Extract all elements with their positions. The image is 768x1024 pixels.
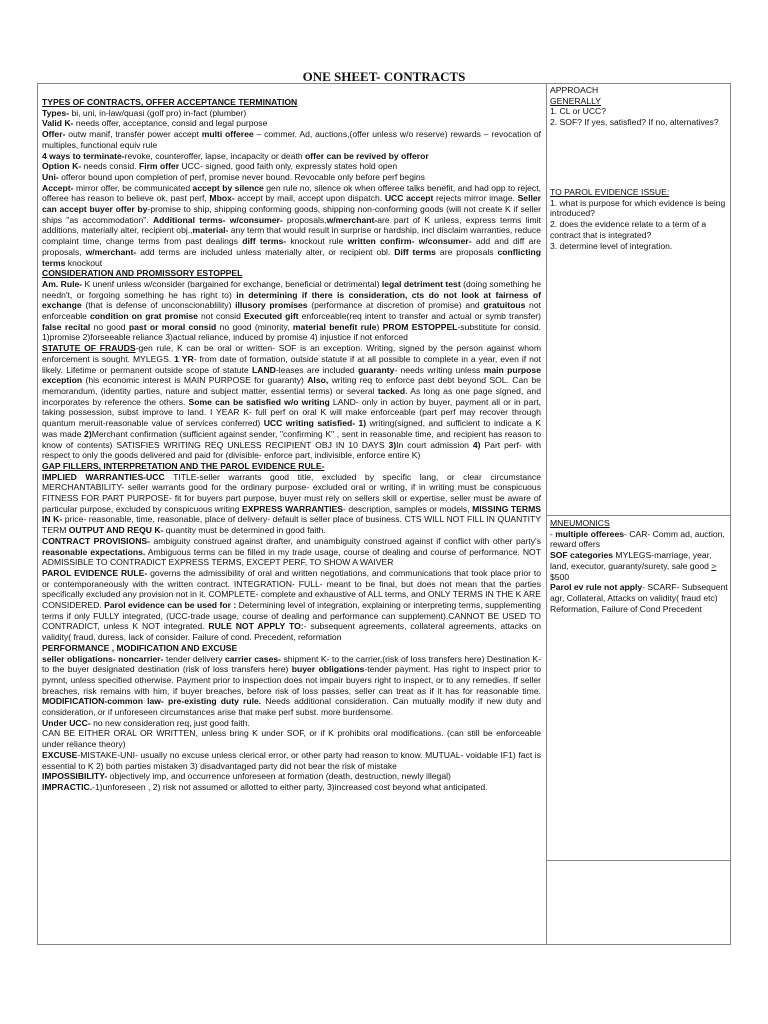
text-run: IMPLIED WARRANTIES-UCC <box>42 471 165 482</box>
paragraph <box>550 117 728 128</box>
text-run: gratuitous <box>483 300 526 311</box>
paragraph <box>42 108 541 119</box>
paragraph <box>42 279 541 343</box>
paragraph <box>42 771 541 782</box>
text-run: (performance at discretion of promise) and <box>307 300 484 311</box>
paragraph <box>550 106 728 117</box>
text-run: tender delivery <box>163 653 225 664</box>
text-run: 1. what is purpose for which evidence is being introduced? <box>550 197 726 219</box>
text-run: offeror bound upon completion of perf, promise never bound. Revocable only before perf begins <box>58 171 425 182</box>
text-run: any term that would result in surprise or hardship, incl disclaim warranties, reduce complaint time, change terms from past dealings <box>42 225 541 247</box>
text-run: legal detriment test <box>381 278 461 289</box>
paragraph <box>550 582 728 614</box>
text-run: GAP FILLERS, INTERPRETATION AND THE PAROL EVIDENCE RULE- <box>42 460 325 471</box>
text-run: EXPRESS WARRANTIES <box>242 503 343 514</box>
text-run: Mbox- <box>209 193 235 204</box>
text-run: Firm offer <box>138 161 180 172</box>
text-run: outw manif, transfer power accept <box>65 129 202 140</box>
paragraph <box>42 461 541 472</box>
text-run: seller obligations- noncarrier- <box>42 653 164 664</box>
text-run: no good (minority, <box>216 321 293 332</box>
text-run: bi, uni, in-law/quasi (golf pro) in-fact (plumber) <box>69 107 247 118</box>
side-row-divider <box>546 515 731 516</box>
text-run: MODIFICATION-common law- pre-existing duty rule. <box>42 696 262 707</box>
text-run: Ambiguous terms can be filled in my trade usage, course of dealing and course of performance. NOT ADMISSIBLE TO CONTRADICT EXPRESS TERMS, EXCEPT PERF, TO SHOW A WAIVER <box>42 546 541 568</box>
text-run: buyer obligations <box>291 664 365 675</box>
text-run: Additional terms- w/consumer- <box>152 214 283 225</box>
text-run: - subsequent agreements, collateral agreements, attacks on validity( fraud, duress, lack of consider. Failure of cond. Precedent, reformation <box>42 621 541 643</box>
text-run: accept by silence <box>192 182 264 193</box>
text-run: Am. Rule- <box>42 278 83 289</box>
paragraph <box>550 550 728 582</box>
text-run: Needs additional consideration. Can mutually modify if new duty and consideration, or if unforeseen circumstances arise that make perf subst. more burdensome. <box>42 696 541 718</box>
text-run: Valid K- <box>42 118 74 129</box>
text-run: quantity must be determined in good faith. <box>163 525 326 536</box>
text-run: not consid <box>197 311 244 322</box>
text-run: condition on grat promise <box>89 311 198 322</box>
text-run: SOF categories <box>550 550 614 561</box>
text-run: main purpose exception <box>42 364 541 386</box>
paragraph <box>42 151 541 162</box>
text-run: past or moral consid <box>128 321 217 332</box>
paragraph <box>550 529 728 550</box>
text-run: ambiguity construed against drafter, and unambiguity construed against if conflict with other party's <box>150 535 541 546</box>
text-run: -substitute for consid. 1)promise 2)forseeable reliance 3)actual reliance, induced by promise 4) injustice if not enforced <box>42 321 541 343</box>
text-run: mirror offer, be communicated <box>73 182 193 193</box>
text-run: OUTPUT AND REQU K- <box>68 525 164 536</box>
text-run: multi offeree <box>201 129 254 140</box>
text-run: -leases are included <box>275 364 359 375</box>
text-run: CONTRACT PROVISIONS- <box>42 535 151 546</box>
text-run: no good <box>90 321 129 332</box>
text-run: in determining if there is consideration, cts do not look at fairness of exchange <box>42 289 541 311</box>
text-run: K unenf unless w/consider (bargained for exchange, beneficial or detrimental) <box>82 278 382 289</box>
text-run: Determining level of integration, explaining or interpreting terms, supplementing terms if only FULLY integrated, (UCC-trade usage, course of dealing and performance can supplement).CANNOT BE USED TO CONTRADICT, unless K NOT integrated. <box>42 600 541 632</box>
text-run: TITLE-seller warrants good title, excluded by specific lang, or clear circumstance MERCHANTABILITY- seller warrants good for the ordinary purpose- excluded oral or writing, if in writing must be conspicuous FITNESS FOR PART PURPOSE- fit for buyers part purpose, buyer must rely on sellers skill or expertise, seller must be aware of particular purpose, excluded by conspicuous writing <box>42 471 541 514</box>
text-run: MISSING TERMS IN K- <box>42 503 542 525</box>
text-run: 2) <box>84 428 92 439</box>
text-run: – commer. Ad, auctions,(offer unless w/o reserve) rewards – revocation of multiples, functional equiv rule <box>42 129 541 150</box>
text-run: material- <box>192 225 229 236</box>
paragraph <box>42 654 541 718</box>
text-run: Parol ev rule not apply <box>550 582 643 593</box>
text-run: Seller can accept buyer offer by <box>42 193 541 215</box>
paragraph <box>42 728 541 749</box>
main-column <box>42 97 541 793</box>
approach-notes <box>550 85 728 128</box>
text-run: Under UCC- <box>42 717 91 728</box>
paragraph <box>42 536 541 568</box>
text-run: Accept- <box>42 182 74 193</box>
text-run: w/merchant- <box>85 246 137 257</box>
text-run: . As long as one page signed, and incorporates by reference the others. <box>42 385 541 407</box>
text-run: written confirm- w/consumer- <box>347 236 472 247</box>
text-run: Part perf- with respect to only the goods delivered and paid for (divisible- enforce part, indivisible, enforce entire K) <box>42 439 541 461</box>
text-run: In court admission <box>396 439 473 450</box>
text-run: knockout <box>65 257 103 268</box>
paragraph <box>42 782 541 793</box>
paragraph <box>42 643 541 654</box>
text-run: (his economic interest is MAIN PURPOSE for guaranty) <box>82 375 308 386</box>
paragraph <box>42 718 541 729</box>
text-run: no new consideration req, just good faith. <box>90 717 250 728</box>
text-run: EXCUSE <box>42 749 78 760</box>
text-run: 3. determine level of integration. <box>550 240 673 251</box>
paragraph <box>42 568 541 643</box>
text-run: price- reasonable, time, reasonable, place of delivery- default is seller place of business. CTS WILL NOT FILL IN QUANTITY TERM <box>42 514 541 536</box>
text-run: UCC accept <box>384 193 434 204</box>
text-run: multiple offerees <box>555 528 625 539</box>
paragraph <box>42 343 541 461</box>
text-run: CONSIDERATION AND PROMISSORY ESTOPPEL <box>42 268 243 279</box>
paragraph <box>550 198 728 219</box>
text-run: governs the admissibility of oral and written negotiations, and communications that took place prior to or contemporaneously with the written contract. INTEGRATION- FULL- meant to be final, but does not mean that the parties specifically excluded any provision not in it. COMPLETE- complete and exhaustive of ALL terms, and ONLY TERMS IN THE K ARE CONSIDERED. <box>42 567 542 611</box>
text-run: PROM ESTOPPEL <box>382 321 458 332</box>
text-run: - from date of formation, outside statute if at all possible to complete in a year, even if not likely. Lifetime or permanent outside scope of statute <box>42 353 542 375</box>
text-run: false recital <box>42 321 91 332</box>
text-run: Also, <box>307 375 329 386</box>
paragraph <box>550 96 728 107</box>
paragraph <box>550 85 728 96</box>
text-run: Merchant confirmation (sufficient against sender, "confirming K" , sent in reasonable time, and recipient has reason to know of contents) SATISFIES WRITING REQ UNLESS RECIPIENT OBJ IN 10 DAYS <box>42 428 541 450</box>
text-run: -1)unforeseen , 2) risk not assumed or allotted to either party, 3)increased cost beyond what anticipated. <box>92 782 488 792</box>
text-run: Parol evidence can be used for : <box>104 600 237 611</box>
text-run: knockout rule <box>286 236 348 247</box>
text-run: - SCARF- Subsequent agr, Collateral, Attacks on validity( fraud etc) Reformation, Failure of Cond Precedent <box>550 582 728 614</box>
text-run: illusory promises <box>235 300 308 311</box>
text-run: IMPOSSIBILITY- <box>42 771 108 782</box>
text-run: - <box>550 528 556 539</box>
text-run: revoke, counteroffer, lapse, incapacity or death <box>124 150 306 161</box>
text-run: TYPES OF CONTRACTS, OFFER ACCEPTANCE TERMINATION <box>42 97 298 107</box>
text-run: needs offer, acceptance, consid and legal purpose <box>73 118 268 129</box>
text-run: (doing something he needn't, or forgoing something he has right to) <box>42 278 542 300</box>
text-run: LAND- only in action by buyer, payment all or in part, taking possession, subst improve to land. I YEAR K- full perf on oral K will make enforceable (part perf may recover through quantum meruit-reasonable value of services conferred) <box>42 396 541 429</box>
text-run: Uni- <box>42 171 59 182</box>
text-run: material benefit rule <box>292 321 377 332</box>
text-run: enforceable(req intent to transfer and actual or symb transfer) <box>298 311 541 322</box>
text-run: Types- <box>42 107 70 118</box>
text-run: accept by mail, accept upon dispatch. <box>234 193 385 204</box>
text-run: are proposals <box>435 246 498 257</box>
text-run: LAND <box>252 364 276 375</box>
text-run: Option K- <box>42 161 82 172</box>
text-run: PERFORMANCE , MODIFICATION AND EXCUSE <box>42 642 238 653</box>
text-run: reasonable expectations. <box>42 546 146 557</box>
paragraph <box>42 118 541 129</box>
text-run: add terms are included unless materially alter, or recipient obl. <box>136 246 395 257</box>
text-run: > <box>711 560 717 571</box>
paragraph <box>42 161 541 172</box>
text-run: 2. SOF? If yes, satisfied? If no, alternatives? <box>550 117 719 128</box>
paragraph <box>42 172 541 183</box>
paragraph <box>42 129 541 150</box>
column-divider <box>546 83 547 945</box>
text-run: - needs writing unless <box>394 364 484 375</box>
mnemonics-notes <box>550 518 728 614</box>
text-run: 1 YR <box>174 353 194 364</box>
text-run: rejects mirror image. <box>433 193 518 204</box>
text-run: APPROACH <box>550 85 599 95</box>
text-run: UCC writing satisfied- 1) <box>263 418 367 429</box>
text-run: PAROL EVIDENCE RULE- <box>42 567 148 578</box>
paragraph <box>42 750 541 771</box>
text-run: TO PAROL EVIDENCE ISSUE: <box>550 187 670 197</box>
text-run: - description, samples or models, <box>342 503 473 514</box>
text-run: UCC- signed, good faith only, expressly states hold open <box>179 161 398 172</box>
text-run: STATUTE OF FRAUDS <box>42 343 136 354</box>
text-run: Offer- <box>42 129 66 140</box>
text-run: proposals, <box>282 214 327 225</box>
text-run: -MISTAKE-UNI- usually no excuse unless clerical error, or other party had reason to know. MUTUAL- voidable IF1) fact is essential to K 2) both parties mistaken 3) disadvantaged party did not bear the risk of mistake <box>42 749 541 771</box>
paragraph <box>42 268 541 279</box>
text-run: 4 ways to terminate- <box>42 150 125 161</box>
paragraph <box>550 241 728 252</box>
text-run: tacked <box>377 385 406 396</box>
text-run: - CAR- Comm ad, auction, reward offers <box>550 528 725 550</box>
text-run: not enforceable <box>42 300 542 322</box>
parol-evidence-issue-notes <box>550 187 728 251</box>
paragraph <box>550 187 728 198</box>
text-run: shipment K- to the carrier,(risk of loss transfers here) Destination K- to the buyer designated destination (risk of loss transfers here) <box>42 653 542 675</box>
text-run: 2. does the evidence relate to a term of a contract that is integrated? <box>550 219 707 240</box>
text-run: guaranty <box>358 364 395 375</box>
text-run: writing req to enforce past debt beyond SOL. Can be memorandum, (identity parties, nature and subject matter, essential terms) or several <box>42 375 541 396</box>
text-run: Executed gift <box>243 311 299 322</box>
text-run: -tender payment. Has right to inspect prior to pymnt, unless specified otherwise. Payment prior to inspection does not impair buyers right to inspect, or to any remedies. If seller breaches, risk remains with him, if buyer breaches, before risk of loss passes, seller can treat as if it has for reasonable time. <box>42 664 542 696</box>
page-title: ONE SHEET- CONTRACTS <box>302 69 466 84</box>
text-run: w/merchant- <box>326 214 378 225</box>
text-run: add and diff are proposals, <box>42 236 541 257</box>
text-run: RULE NOT APPLY TO: <box>208 621 304 632</box>
text-run: GENERALLY <box>550 95 601 106</box>
text-run: conflicting terms <box>42 246 541 268</box>
text-run: MYLEGS-marriage, year, land, executor, guaranty/surety, sale good <box>550 550 712 571</box>
text-run: Some can be satisfied w/o writing <box>188 396 330 407</box>
text-run: 3) <box>388 439 397 450</box>
text-run: -gen rule, K can be oral or written- SOF is an exception. Writing, signed by the person against whom enforcement is sought. MYLEGS. <box>42 343 541 364</box>
text-run: $500 <box>550 571 570 582</box>
text-run: offer can be revived by offeror <box>305 150 429 161</box>
paragraph <box>550 518 728 529</box>
text-run: Diff terms <box>394 246 436 257</box>
text-run: (that is defense of unconscionablility) <box>81 300 236 311</box>
text-run: MNEUMONICS <box>550 518 610 528</box>
text-run: diff terms- <box>242 236 287 247</box>
text-run: ) <box>376 321 383 332</box>
text-run: IMPRACTIC. <box>42 782 93 792</box>
paragraph <box>42 472 541 536</box>
text-run: carrier cases- <box>224 653 281 664</box>
text-run: gen rule no, silence ok when offeree talks benefit, and had opp to reject, offeree has reason to believe ok, past perf, <box>42 182 541 204</box>
paragraph <box>42 183 541 269</box>
text-run: needs consid. <box>81 161 139 172</box>
text-run: writing(signed, and sufficient to indicate a K was made <box>42 418 541 439</box>
text-run: 4) <box>472 439 481 450</box>
side-row-divider <box>546 860 731 861</box>
text-run: 1. CL or UCC? <box>550 106 607 117</box>
text-run: are part of K unless, express terms limit additions, materially alter, recipient obj., <box>42 214 541 236</box>
text-run: objectively imp, and occurrence unforeseen at formation (death, destruction, newly illegal) <box>107 771 451 782</box>
paragraph <box>550 219 728 240</box>
paragraph <box>42 97 541 108</box>
text-run: CAN BE EITHER ORAL OR WRITTEN, unless bring K under SOF, or if K prohibits oral modifications. (can still be enforceable under reliance theory) <box>42 728 541 750</box>
text-run: -promise to ship, shipping conforming goods, shipping non-conforming goods (will not create K if seller ships "as accommodation". <box>42 204 541 225</box>
